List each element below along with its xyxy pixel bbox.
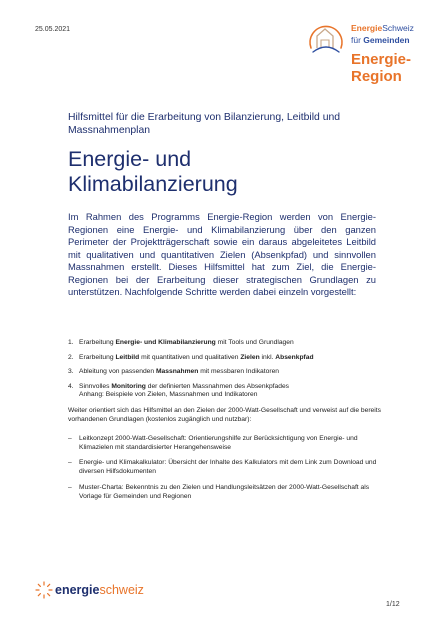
- energieschweiz-footer-logo: [35, 580, 175, 600]
- resource-item: – Leitkonzept 2000-Watt-Gesellschaft: Orientierungshilfe zur Berücksichtigung von Energie- und Klimazielen mit standardisierter Herangehensweise: [68, 435, 358, 451]
- logo-fuer-text: für: [351, 35, 364, 45]
- house-region-logo-icon: [305, 18, 347, 58]
- footer-logo-schweiz: schweiz: [99, 583, 144, 597]
- resource-item: – Energie- und Klimakalkulator: Übersicht der Inhalte des Kalkulators mit dem Link zum Download und diversen Hilfsdokumenten: [68, 459, 377, 476]
- step-item: 1. Erarbeitung Energie- und Klimabilanzierung mit Tools und Grundlagen: [68, 339, 294, 346]
- page-number: 1/12: [386, 601, 400, 608]
- step-item: 4. Sinnvolles Monitoring der definierten Massnahmen des Absenkpfades: [68, 382, 290, 390]
- energie-region-wordmark: Energie- Region: [351, 51, 412, 85]
- sunburst-icon: [35, 581, 53, 599]
- step-item: 3. Ableitung von passenden Massnahmen mit messbaren Indikatoren: [68, 368, 280, 375]
- logo-gemeinden-text: Gemeinden: [363, 35, 410, 45]
- energieschweiz-gemeinden-logo: [305, 16, 425, 96]
- logo-energie-text: Energie: [351, 23, 383, 33]
- steps-list: [68, 339, 388, 397]
- resource-item: – Muster-Charta: Bekenntnis zu den Zielen und Handlungsleitsätzen der 2000-Watt-Gesellschaft als Vorlage für Gemeinden und Regionen: [68, 483, 370, 500]
- step-item: 2. Erarbeitung Leitbild mit quantitativen und qualitativen Zielen inkl. Absenkpfad: [68, 353, 314, 361]
- document-date: 25.05.2021: [35, 26, 71, 33]
- further-paragraph: Weiter orientiert sich das Hilfsmittel an den Zielen der 2000-Watt-Gesellschaft und verweist auf die bereits vorhandenen Grundlagen (kostenlos zugänglich und nutzbar):: [68, 407, 381, 423]
- logo-schweiz-text: Schweiz: [382, 23, 414, 33]
- document-title: Energie- und Klimabilanzierung: [68, 147, 238, 196]
- document-subtitle: Hilfsmittel für die Erarbeitung von Bilanzierung, Leitbild und Massnahmenplan: [68, 112, 341, 136]
- annex-note: Anhang: Beispiele von Zielen, Massnahmen und Indikatoren: [79, 391, 258, 398]
- footer-logo-energie: energie: [55, 583, 100, 597]
- intro-paragraph: Im Rahmen des Programms Energie-Region werden von Energie-Regionen eine Energie- und Klimabilanzierung über den ganzen Perimeter der Projektträgerschaft sowie ein daraus abgeleitetes Leitbild mit qualitativen und quantitativen Zielen (Absenkpfad) und sinnvollen Massnahmen erstellt. Dieses Hilfsmittel hat zum Ziel, die Energie-Regionen bei der Erarbeitung dieser strategischen Grundlagen zu unterstützen. Nachfolgende Schritte werden dabei einzeln vorgestellt:: [68, 211, 376, 297]
- resources-list: [68, 435, 388, 508]
